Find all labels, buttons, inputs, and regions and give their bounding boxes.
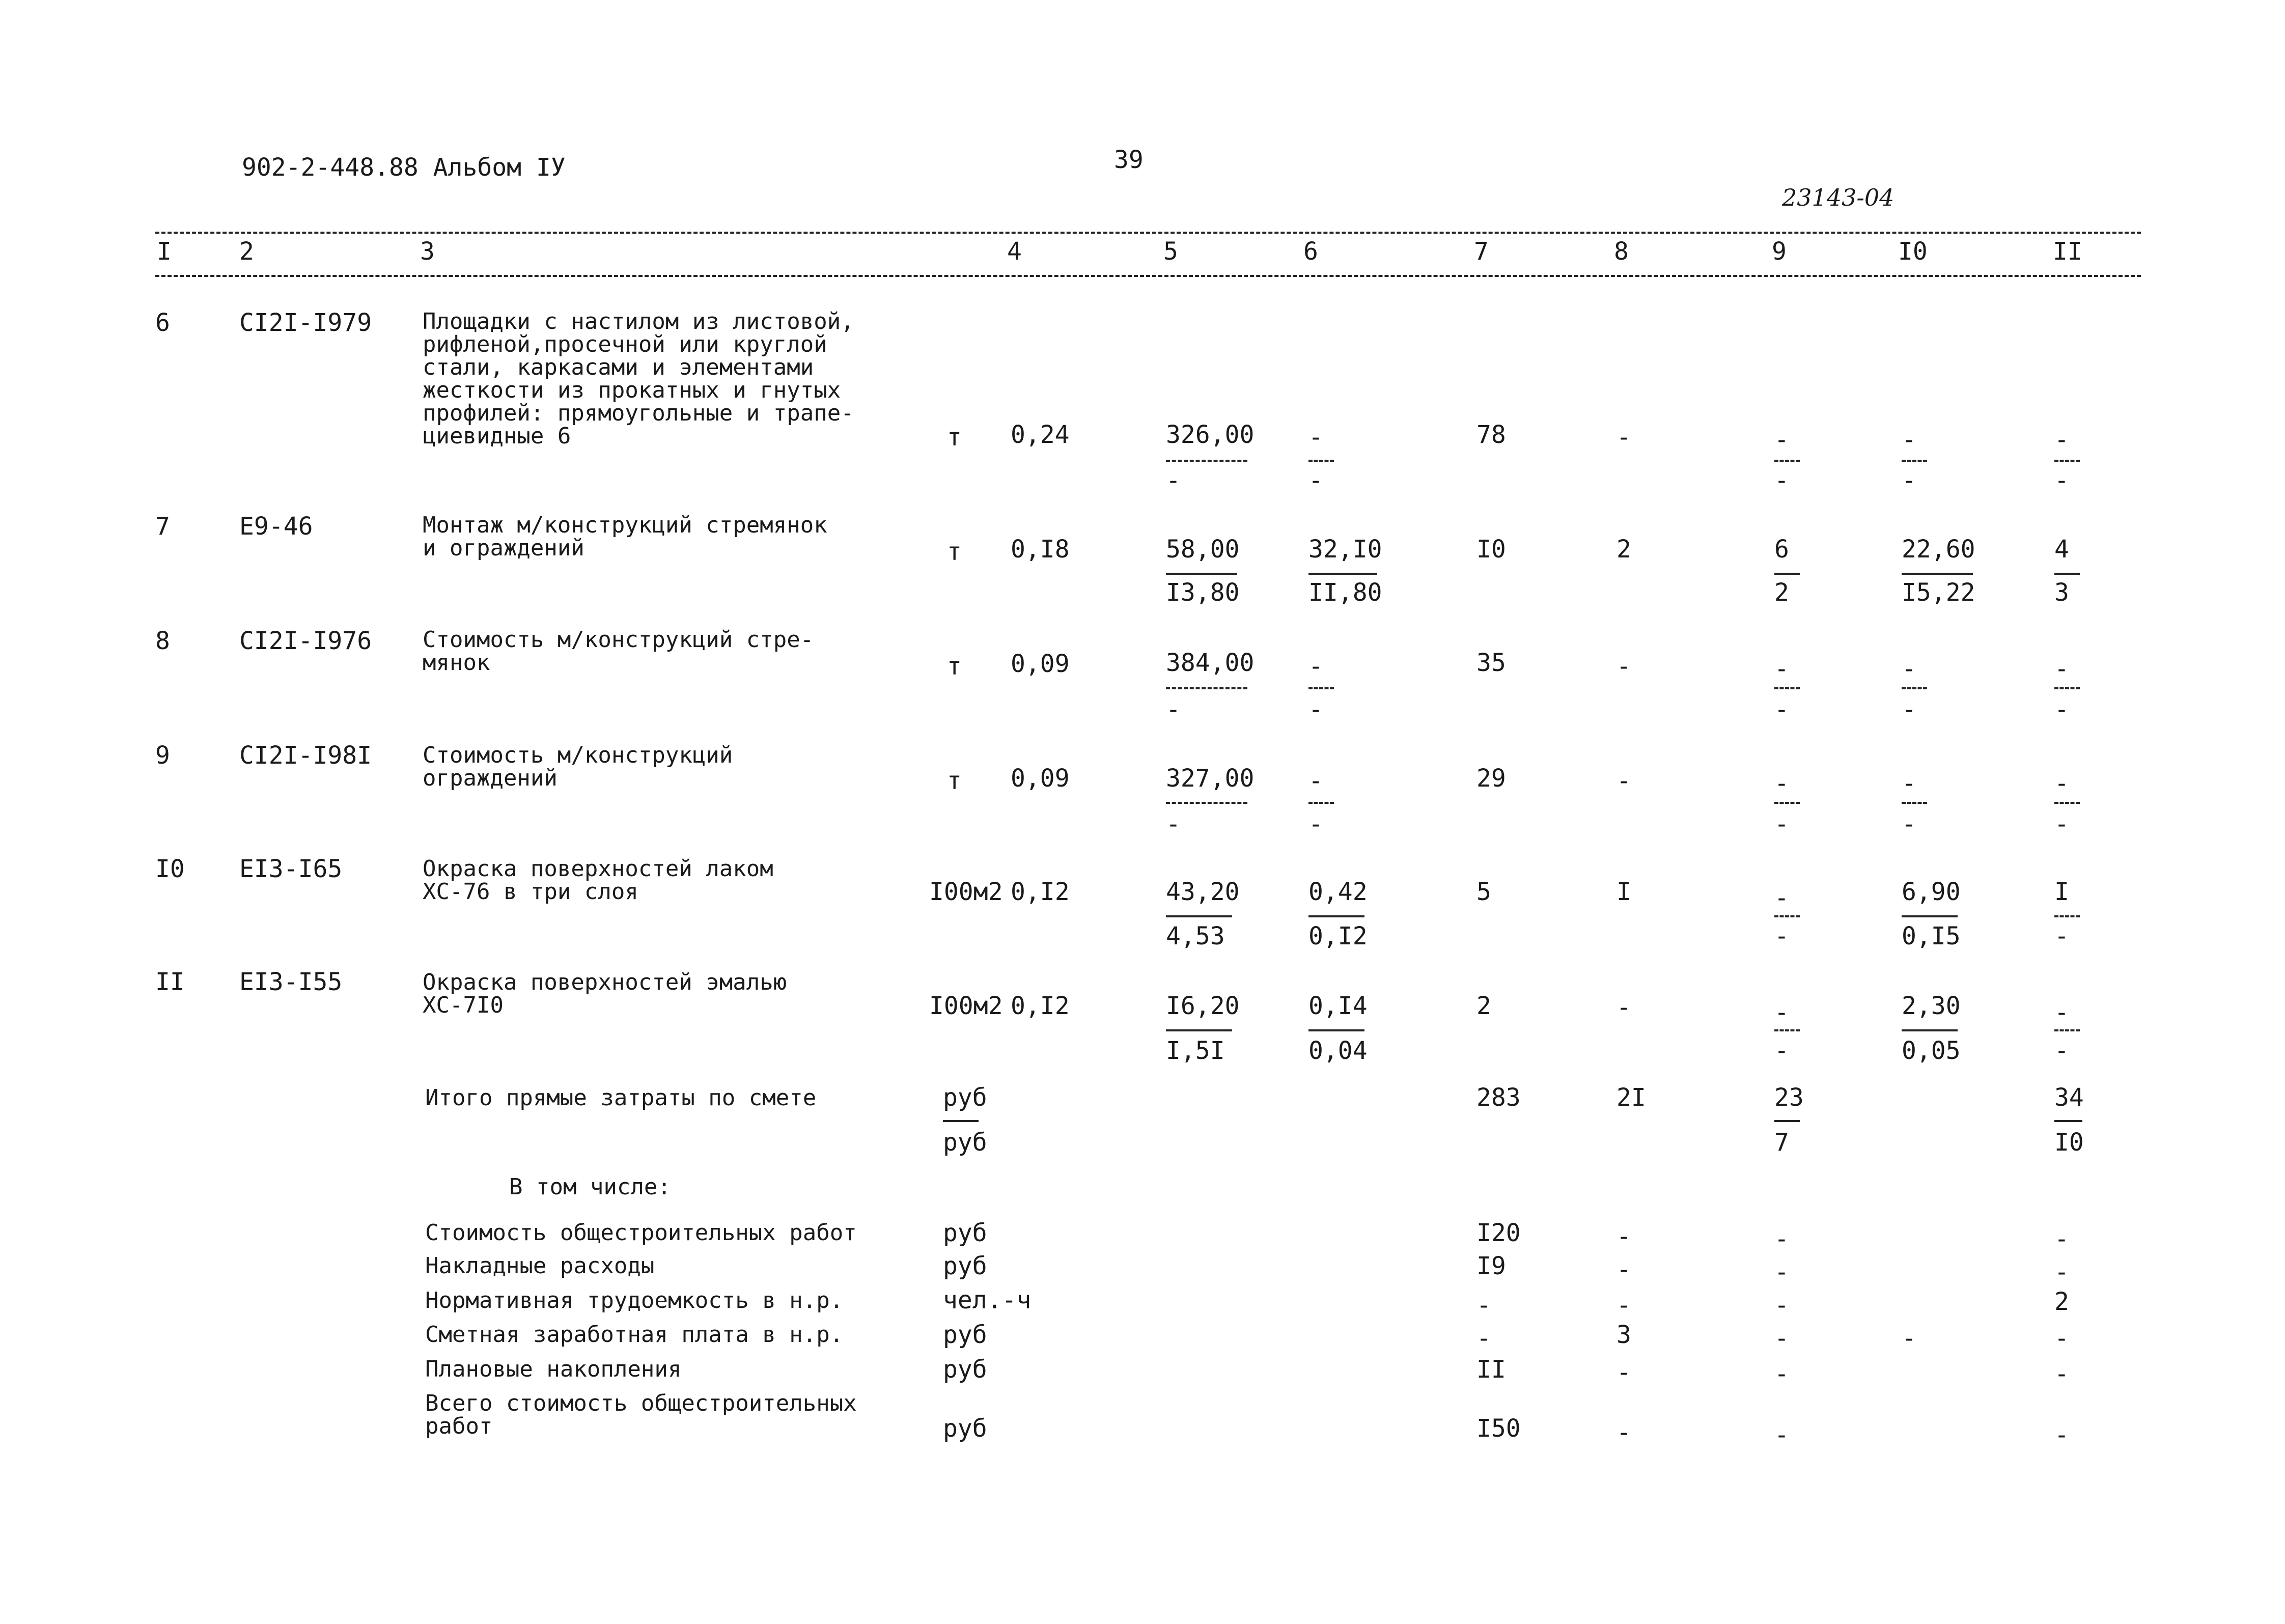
row-c11-top: -	[2054, 426, 2069, 454]
fraction-line	[2054, 915, 2080, 917]
including-label: В том числе:	[509, 1174, 671, 1200]
fraction-line	[1774, 1029, 1800, 1031]
fraction-line	[1902, 687, 1927, 689]
row-c5-bottom: -	[1166, 810, 1181, 838]
header-rule-bottom	[155, 275, 2141, 277]
col-header-9: 9	[1772, 237, 1787, 266]
row-c10-bottom: -	[1902, 695, 1916, 724]
row-c11-bottom: -	[2054, 1037, 2069, 1065]
fraction-line	[1774, 802, 1800, 804]
row-c11-top: I	[2054, 878, 2069, 906]
col-header-2: 2	[239, 237, 254, 266]
fraction-line	[1902, 1029, 1958, 1031]
fraction-line	[1308, 460, 1334, 462]
fraction-line	[943, 1120, 979, 1122]
row-c9-top: -	[1774, 884, 1789, 912]
summary-label: Нормативная трудоемкость в н.р.	[425, 1287, 844, 1313]
summary-label: Сметная заработная плата в н.р.	[425, 1322, 844, 1348]
summary-label: Всего стоимость общестроительных	[425, 1390, 857, 1416]
row-c6-top: -	[1308, 423, 1323, 452]
total-c11-top: 34	[2054, 1083, 2084, 1112]
fraction-line	[1774, 915, 1800, 917]
row-description-line: ограждений	[423, 765, 558, 791]
row-description-line: жесткости из прокатных и гнутых	[423, 377, 841, 403]
row-unit: I00м2	[929, 992, 1003, 1020]
row-c8: -	[1617, 652, 1631, 681]
row-quantity: 0,24	[1011, 421, 1070, 449]
fraction-line	[2054, 1029, 2080, 1031]
row-c5-bottom: I,5I	[1166, 1037, 1225, 1065]
fraction-line	[1902, 915, 1958, 917]
row-number: II	[155, 968, 185, 996]
row-c9-bottom: -	[1774, 695, 1789, 724]
row-c11-top: 4	[2054, 535, 2069, 564]
row-c10-top: 22,60	[1902, 535, 1975, 564]
row-c10-top: -	[1902, 426, 1916, 454]
row-c6-top: 0,I4	[1308, 992, 1368, 1020]
row-c11-bottom: -	[2054, 810, 2069, 838]
row-c5-bottom: -	[1166, 466, 1181, 495]
row-c11-top: -	[2054, 655, 2069, 683]
row-unit: I00м2	[929, 878, 1003, 906]
summary-c7: -	[1476, 1324, 1491, 1353]
summary-c9: -	[1774, 1360, 1789, 1388]
fraction-line	[1166, 1029, 1232, 1031]
fraction-line	[1902, 460, 1927, 462]
row-c10-bottom: -	[1902, 810, 1916, 838]
summary-label: Плановые накопления	[425, 1356, 682, 1382]
row-c9-bottom: -	[1774, 466, 1789, 495]
row-c7: I0	[1476, 535, 1506, 564]
fraction-line	[1308, 1029, 1364, 1031]
fraction-line	[1166, 573, 1237, 575]
fraction-line	[1166, 460, 1247, 462]
row-c11-top: -	[2054, 998, 2069, 1027]
fraction-line	[2054, 1120, 2082, 1122]
row-c10-top: 6,90	[1902, 878, 1961, 906]
row-code: ЕI3-I65	[239, 855, 343, 883]
fraction-line	[1902, 573, 1973, 575]
row-description-line: ХС-76 в три слоя	[423, 879, 638, 905]
summary-c7: II	[1476, 1355, 1506, 1384]
summary-c11: -	[2054, 1324, 2069, 1353]
summary-c8: -	[1617, 1418, 1631, 1447]
row-c6-top: 0,42	[1308, 878, 1368, 906]
row-c8: -	[1617, 767, 1631, 795]
row-c5-top: 58,00	[1166, 535, 1240, 564]
total-c9-bottom: 7	[1774, 1128, 1789, 1157]
total-c7: 283	[1476, 1083, 1521, 1112]
row-quantity: 0,09	[1011, 764, 1070, 793]
total-c9-top: 23	[1774, 1083, 1804, 1112]
col-header-3: 3	[420, 237, 435, 266]
archive-stamp: 23143-04	[1782, 184, 1894, 211]
col-header-11: II	[2053, 237, 2082, 266]
row-c5-top: I6,20	[1166, 992, 1240, 1020]
summary-c7: -	[1476, 1291, 1491, 1320]
row-c6-bottom: II,80	[1308, 578, 1382, 607]
total-c11-bottom: I0	[2054, 1128, 2084, 1157]
row-c10-top: -	[1902, 769, 1916, 798]
row-c7: 29	[1476, 764, 1506, 793]
row-c7: 2	[1476, 992, 1491, 1020]
row-c10-bottom: 0,I5	[1902, 922, 1961, 950]
row-c9-top: -	[1774, 655, 1789, 683]
summary-c8: -	[1617, 1358, 1631, 1387]
row-c11-bottom: -	[2054, 695, 2069, 724]
row-c5-top: 43,20	[1166, 878, 1240, 906]
row-c5-top: 327,00	[1166, 764, 1255, 793]
fraction-line	[1308, 573, 1377, 575]
fraction-line	[1774, 460, 1800, 462]
col-header-1: I	[157, 237, 172, 266]
fraction-line	[2054, 802, 2080, 804]
row-c10-bottom: I5,22	[1902, 578, 1975, 607]
row-quantity: 0,I8	[1011, 535, 1070, 564]
fraction-line	[1166, 687, 1247, 689]
summary-c7: I50	[1476, 1414, 1521, 1443]
row-unit: т	[947, 767, 962, 795]
row-c6-top: -	[1308, 652, 1323, 681]
row-c6-bottom: -	[1308, 810, 1323, 838]
summary-unit: руб	[943, 1414, 987, 1443]
summary-c9: -	[1774, 1324, 1789, 1353]
fraction-line	[1902, 802, 1927, 804]
row-number: I0	[155, 855, 185, 883]
row-c8: I	[1617, 878, 1631, 906]
header-rule-top	[155, 232, 2141, 234]
col-header-10: I0	[1898, 237, 1928, 266]
row-description-line: Монтаж м/конструкций стремянок	[423, 512, 827, 538]
row-code: Е9-46	[239, 512, 313, 541]
row-unit: т	[947, 423, 962, 452]
row-c6-bottom: -	[1308, 466, 1323, 495]
row-code: СI2I-I976	[239, 627, 372, 655]
row-c5-bottom: I3,80	[1166, 578, 1240, 607]
summary-c8: -	[1617, 1291, 1631, 1320]
summary-c11: 2	[2054, 1287, 2069, 1316]
row-quantity: 0,I2	[1011, 992, 1070, 1020]
row-unit: т	[947, 652, 962, 681]
row-c10-top: -	[1902, 655, 1916, 683]
col-header-8: 8	[1614, 237, 1629, 266]
row-c9-top: -	[1774, 769, 1789, 798]
row-description-line: Стоимость м/конструкций	[423, 742, 733, 768]
row-c7: 35	[1476, 649, 1506, 677]
row-c8: 2	[1617, 535, 1631, 564]
row-c7: 5	[1476, 878, 1491, 906]
row-c6-bottom: 0,04	[1308, 1037, 1368, 1065]
row-c11-bottom: 3	[2054, 578, 2069, 607]
row-c9-bottom: -	[1774, 810, 1789, 838]
row-c10-bottom: -	[1902, 466, 1916, 495]
row-number: 9	[155, 741, 170, 770]
summary-unit: руб	[943, 1321, 987, 1349]
row-c11-bottom: -	[2054, 922, 2069, 950]
row-c5-bottom: -	[1166, 695, 1181, 724]
summary-c11: -	[2054, 1258, 2069, 1286]
total-c8: 2I	[1617, 1083, 1646, 1112]
total-unit-bottom: руб	[943, 1128, 987, 1157]
fraction-line	[1308, 802, 1334, 804]
row-c6-bottom: 0,I2	[1308, 922, 1368, 950]
summary-label: Накладные расходы	[425, 1253, 655, 1279]
fraction-line	[1166, 915, 1232, 917]
row-unit: т	[947, 538, 962, 566]
row-number: 7	[155, 512, 170, 541]
summary-c10: -	[1902, 1324, 1916, 1353]
row-c10-top: 2,30	[1902, 992, 1961, 1020]
row-c9-top: -	[1774, 998, 1789, 1027]
fraction-line	[1308, 687, 1334, 689]
total-label: Итого прямые затраты по смете	[425, 1085, 817, 1111]
summary-label: работ	[425, 1413, 493, 1439]
row-c10-bottom: 0,05	[1902, 1037, 1961, 1065]
row-description-line: циевидные 6	[423, 423, 571, 449]
col-header-4: 4	[1007, 237, 1022, 266]
fraction-line	[2054, 687, 2080, 689]
col-header-6: 6	[1303, 237, 1318, 266]
row-code: СI2I-I98I	[239, 741, 372, 770]
row-description-line: Окраска поверхностей лаком	[423, 856, 773, 882]
summary-unit: руб	[943, 1252, 987, 1280]
fraction-line	[1308, 915, 1364, 917]
summary-c9: -	[1774, 1258, 1789, 1286]
document-code: 902-2-448.88 Альбом IУ	[242, 153, 566, 182]
summary-c9: -	[1774, 1421, 1789, 1449]
row-description-line: профилей: прямоугольные и трапе-	[423, 400, 854, 426]
col-header-5: 5	[1163, 237, 1178, 266]
summary-unit: чел.-ч	[943, 1286, 1032, 1314]
fraction-line	[1166, 802, 1247, 804]
fraction-line	[2054, 573, 2080, 575]
total-unit-top: руб	[943, 1083, 987, 1112]
fraction-line	[1774, 1120, 1800, 1122]
summary-label: Стоимость общестроительных работ	[425, 1220, 857, 1246]
row-description-line: ХС-7I0	[423, 992, 504, 1018]
row-c6-bottom: -	[1308, 695, 1323, 724]
row-c5-top: 326,00	[1166, 421, 1255, 449]
summary-c7: I9	[1476, 1252, 1506, 1280]
row-description-line: Окраска поверхностей эмалью	[423, 969, 787, 995]
summary-c8: -	[1617, 1255, 1631, 1284]
row-number: 8	[155, 627, 170, 655]
summary-c11: -	[2054, 1421, 2069, 1449]
summary-c11: -	[2054, 1360, 2069, 1388]
row-code: ЕI3-I55	[239, 968, 343, 996]
col-header-7: 7	[1474, 237, 1489, 266]
row-c5-bottom: 4,53	[1166, 922, 1225, 950]
row-description-line: Стоимость м/конструкций стре-	[423, 627, 814, 653]
row-quantity: 0,I2	[1011, 878, 1070, 906]
row-number: 6	[155, 309, 170, 337]
row-c9-top: -	[1774, 426, 1789, 454]
row-c6-top: -	[1308, 767, 1323, 795]
summary-c8: -	[1617, 1222, 1631, 1251]
summary-unit: руб	[943, 1355, 987, 1384]
summary-unit: руб	[943, 1219, 987, 1247]
fraction-line	[2054, 460, 2080, 462]
row-c9-top: 6	[1774, 535, 1789, 564]
row-c7: 78	[1476, 421, 1506, 449]
row-description-line: стали, каркасами и элементами	[423, 354, 814, 380]
row-c5-top: 384,00	[1166, 649, 1255, 677]
row-c6-top: 32,I0	[1308, 535, 1382, 564]
row-c8: -	[1617, 993, 1631, 1022]
summary-c8: 3	[1617, 1321, 1631, 1349]
row-c9-bottom: -	[1774, 1037, 1789, 1065]
page-number: 39	[1114, 146, 1144, 174]
row-code: СI2I-I979	[239, 309, 372, 337]
row-c8: -	[1617, 423, 1631, 452]
row-description-line: Площадки с настилом из листовой,	[423, 309, 854, 334]
summary-c11: -	[2054, 1225, 2069, 1253]
summary-c9: -	[1774, 1225, 1789, 1253]
summary-c7: I20	[1476, 1219, 1521, 1247]
row-quantity: 0,09	[1011, 650, 1070, 678]
fraction-line	[1774, 573, 1800, 575]
row-c11-top: -	[2054, 769, 2069, 798]
summary-c9: -	[1774, 1291, 1789, 1320]
row-c11-bottom: -	[2054, 466, 2069, 495]
row-description-line: мянок	[423, 650, 490, 676]
row-description-line: рифленой,просечной или круглой	[423, 331, 827, 357]
row-c9-bottom: -	[1774, 922, 1789, 950]
row-c9-bottom: 2	[1774, 578, 1789, 607]
row-description-line: и ограждений	[423, 535, 584, 561]
fraction-line	[1774, 687, 1800, 689]
